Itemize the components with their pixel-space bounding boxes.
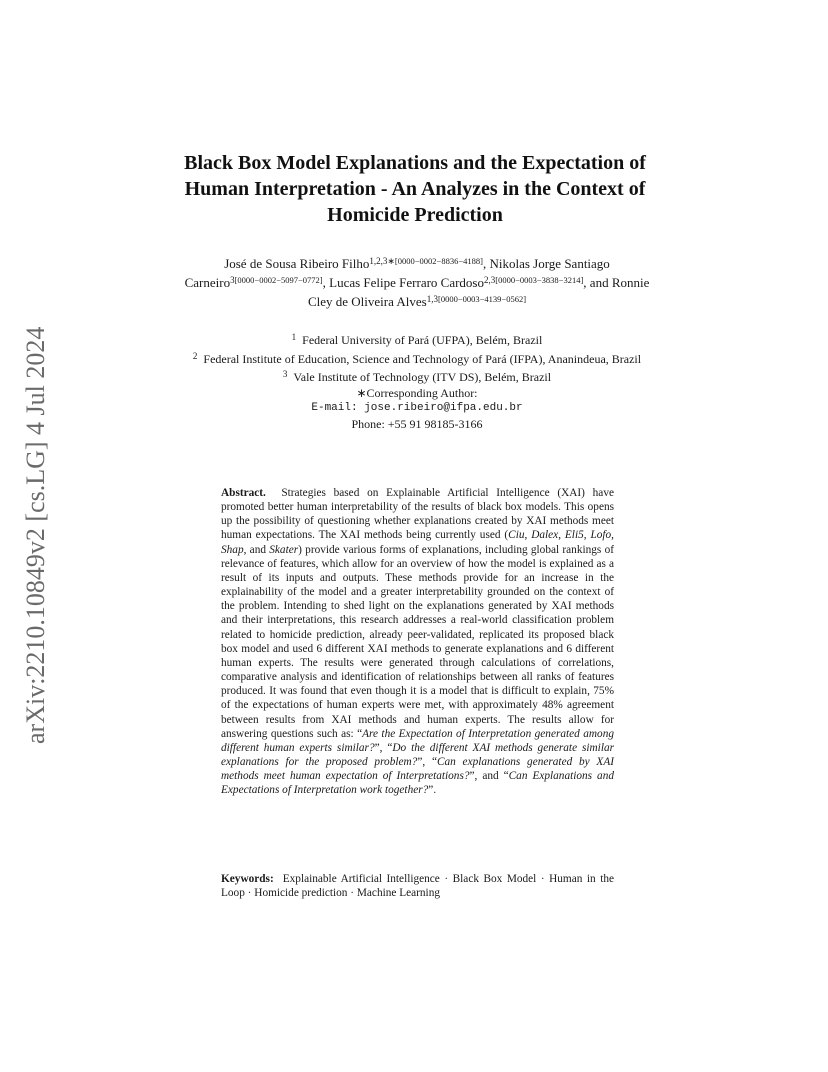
keyword: Homicide prediction — [254, 887, 348, 900]
author-affiliation-marks: 1,3 — [426, 294, 438, 304]
xai-method: Shap — [221, 543, 244, 556]
phone: Phone: +55 91 98185-3166 — [351, 416, 483, 431]
separator: , — [379, 741, 388, 754]
affiliation — [182, 349, 652, 368]
keyword: Black Box Model — [452, 873, 537, 885]
author-orcid: [0000−0003−3838−3214] — [495, 275, 584, 285]
author-name: Nikolas Jorge Santiago Carneiro — [184, 256, 610, 290]
email: E-mail: jose.ribeiro@ifpa.edu.br — [311, 402, 523, 414]
separator: , and — [474, 770, 504, 783]
keyword: Machine Learning — [356, 887, 440, 900]
paper-title: Black Box Model Explanations and the Expectation of Human Interpretation - An Analyzes in the Context of Homicide Prediction — [184, 152, 646, 226]
author-orcid: [0000−0002−5097−0772] — [234, 275, 323, 285]
author-orcid: [0000−0003−4139−0562] — [437, 294, 527, 304]
affiliation-number: 1 — [291, 332, 297, 342]
affiliations — [182, 330, 652, 432]
research-question: Can explanations generated by XAI methods meet human expectation of Interpretations? — [221, 755, 614, 783]
research-question: Do the different XAI methods generate similar explanations for the proposed problem? — [221, 741, 614, 768]
author-separator: , — [482, 256, 490, 271]
affiliation-text: Vale Institute of Technology (ITV DS), Belém, Brazil — [293, 370, 552, 384]
abstract-label: Abstract. — [221, 487, 266, 499]
author-orcid: [0000−0002−8836−4188] — [394, 256, 483, 266]
affiliation-text: Federal Institute of Education, Science and Technology of Pará (IFPA), Ananindeua, Brazil — [203, 351, 642, 366]
separator: , — [611, 529, 614, 542]
xai-method: Ciu — [508, 529, 525, 542]
author-name: Lucas Felipe Ferraro Cardoso — [329, 275, 484, 290]
keyword: Human in the Loop — [221, 873, 614, 900]
separator: , — [558, 529, 565, 542]
author — [329, 275, 612, 290]
author-name: Ronnie Cley de Oliveira Alves — [307, 275, 650, 309]
xai-method: Eli5 — [564, 529, 584, 542]
affiliation-number: 3 — [282, 369, 288, 379]
author-affiliation-marks: 1,2,3∗ — [369, 256, 395, 266]
author-affiliation-marks: 2,3 — [484, 275, 496, 285]
separator: , — [524, 529, 532, 542]
research-question: Can Explanations and Expectations of Interpretation work together? — [221, 770, 614, 797]
author-name: José de Sousa Ribeiro Filho — [224, 256, 370, 271]
separator: . — [433, 784, 437, 797]
abstract: Abstract. Strategies based on Explainable Artificial Intelligence (XAI) have promoted better human interpretability of the results of black box models. This opens up the possibility of questioning whether explanations created by XAI methods meet human expectations. The XAI methods being currently used (Ciu, Dalex, Eli5, Lofo, Shap, and Skater) provide various forms of explanations, including global rankings of relevance of features, which allow for an overview of how the model is explained as a result of its inputs and outputs. These methods provide for an increase in the explainability of the model and a greater interpretability grounded on the context of the problem. Intending to shed light on the explanations generated by XAI methods and their interpretations, this research addresses a real-world classification problem related to homicide prediction, already peer-validated, replicated its proposed black box model and used 6 different XAI methods to generate explanations and 6 different human experts. The results were generated through calculations of correlations, comparative analysis and identification of relationships between all ranks of features produced. It was found that even though it is a model that is difficult to explain, 75% of the expectations of human experts were met, with approximately 48% agreement between results from XAI methods and human experts. The results allow for answering questions such as: “Are the Expectation of Interpretation generated among different human experts similar?”, “Do the different XAI methods generate similar explanations for the proposed problem?”, “Can explanations generated by XAI methods meet human expectation of Interpretations?”, and “Can Explanations and Expectations of Interpretation work together?”. — [221, 487, 614, 797]
author-list — [182, 253, 652, 310]
arxiv-identifier: arXiv:2210.10849v2 [cs.LG] 4 Jul 2024 — [21, 326, 50, 744]
keywords: Keywords: Explainable Artificial Intelligence · Black Box Model · Human in the Loop · Homicide prediction · Machine Learning — [221, 873, 614, 900]
abstract-text: ) provide various forms of explanations, including global rankings of relevance of features, which allow for an overview of how the model is explained as a result of its inputs and outputs. These methods provide for an increase in the explainability of the model and a greater interpretability grounded on the context of the problem. Intending to shed light on the explanations generated by XAI methods and their interpretations, this research addresses a real-world classification problem related to homicide prediction, already peer-validated, replicated its proposed black box model and used 6 different XAI methods to generate explanations and 6 different human experts. The results were generated through calculations of correlations, comparative analysis and identification of relationships between all ranks of features produced. It was found that even though it is a model that is difficult to explain, 75% of the expectations of human experts were met, with approximately 48% agreement between results from XAI methods and human experts. The results allow for answering questions such as: — [221, 543, 614, 740]
affiliation — [182, 330, 652, 349]
research-question: Are the Expectation of Interpretation generated among different human experts similar? — [221, 727, 614, 754]
corresponding-author: ∗Corresponding Author: — [356, 385, 478, 400]
author-separator: , — [322, 275, 330, 290]
keywords-label: Keywords: — [221, 873, 274, 885]
affiliation — [182, 367, 652, 386]
author-separator: , and — [583, 275, 612, 290]
separator: , and — [243, 543, 270, 556]
affiliation-text: Federal University of Pará (UFPA), Belém, Brazil — [302, 333, 543, 347]
xai-method: Skater — [269, 543, 299, 556]
abstract-text: Strategies based on Explainable Artificial Intelligence (XAI) have promoted better human interpretability of the results of black box models. This opens up the possibility of questioning whether explanations created by XAI methods meet human expectations. The XAI methods being currently used ( — [221, 487, 614, 542]
keyword: Explainable Artificial Intelligence — [282, 873, 440, 885]
author-affiliation-marks: 3 — [230, 275, 235, 285]
xai-method: Lofo — [590, 529, 612, 542]
separator: , — [422, 755, 432, 768]
separator: , — [583, 529, 591, 542]
author — [224, 256, 489, 271]
affiliation-number: 2 — [192, 350, 198, 361]
xai-method: Dalex — [531, 529, 559, 542]
